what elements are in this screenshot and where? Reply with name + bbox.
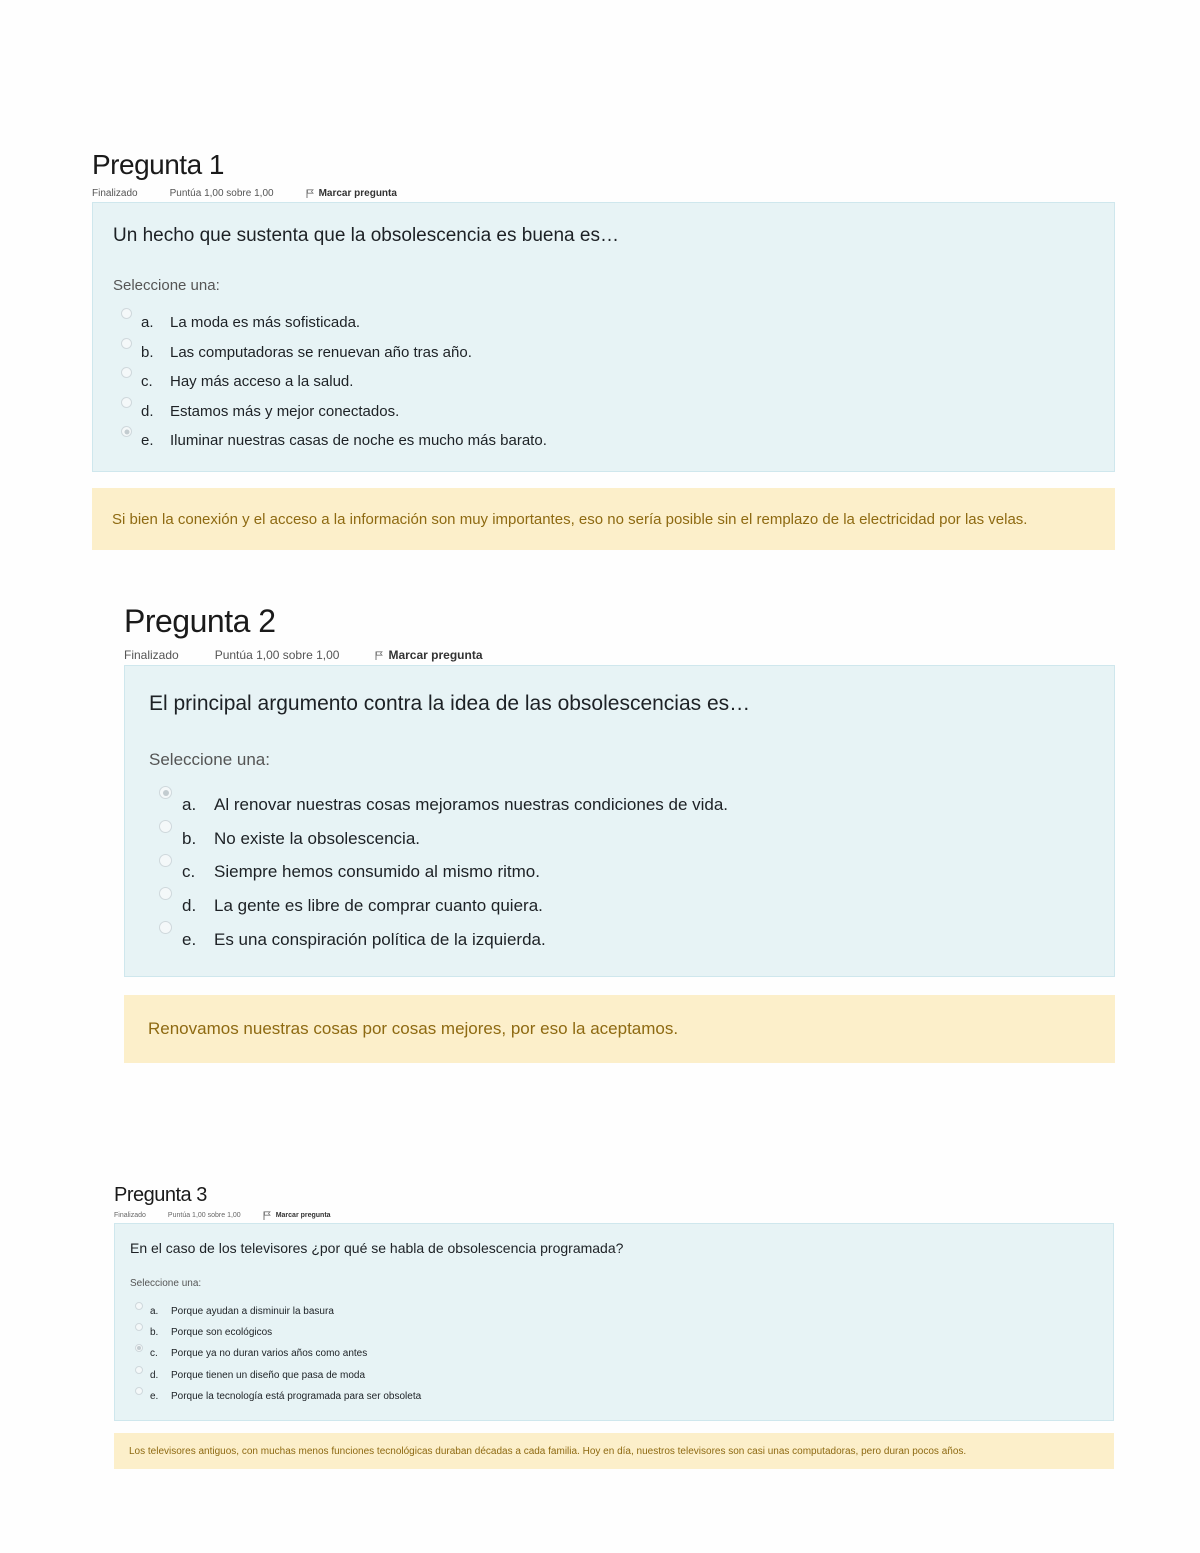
question-title: Pregunta 1 (92, 149, 224, 180)
flag-icon (263, 1211, 271, 1220)
answer-text: La gente es libre de comprar cuanto quiera. (214, 896, 543, 916)
question-text: En el caso de los televisores ¿por qué se habla de obsolescencia programada? (130, 1240, 624, 1256)
radio-button[interactable] (135, 1344, 143, 1352)
answer-letter: b. (182, 828, 197, 848)
answer-option[interactable] (113, 397, 1094, 427)
answer-text: Las computadoras se renuevan año tras año. (170, 343, 472, 361)
answer-prompt: Seleccione una: (149, 750, 270, 769)
question-title: Pregunta 3 (114, 1184, 207, 1206)
flag-question-link[interactable] (375, 648, 482, 662)
answer-text: Porque son ecológicos (171, 1327, 273, 1339)
radio-button[interactable] (121, 338, 132, 349)
flag-icon (306, 189, 314, 198)
answer-option[interactable] (149, 856, 1090, 890)
answer-letter: d. (182, 896, 197, 916)
radio-button[interactable] (121, 308, 132, 319)
answer-letter: d. (141, 402, 154, 420)
radio-button[interactable] (159, 820, 172, 833)
answer-text: No existe la obsolescencia. (214, 828, 421, 848)
answer-letter: b. (150, 1327, 159, 1339)
question-state: Finalizado (92, 187, 138, 199)
answer-letter: c. (150, 1348, 158, 1360)
answer-list (130, 1301, 1098, 1407)
question-title: Pregunta 2 (124, 603, 276, 639)
answer-option[interactable] (130, 1386, 1098, 1407)
answer-option[interactable] (130, 1301, 1098, 1322)
radio-button[interactable] (159, 921, 172, 934)
flag-question-link[interactable] (306, 188, 397, 199)
question-3 (114, 1182, 1114, 1469)
answer-option[interactable] (149, 788, 1090, 822)
answer-option[interactable] (113, 308, 1094, 338)
radio-button[interactable] (121, 397, 132, 408)
answer-option[interactable] (149, 889, 1090, 923)
answer-text: Porque la tecnología está programada para ser obsoleta (171, 1390, 422, 1402)
answer-letter: b. (141, 343, 154, 361)
radio-button[interactable] (135, 1323, 143, 1331)
feedback-box (92, 488, 1115, 550)
question-2 (124, 600, 1115, 1063)
answer-option[interactable] (149, 822, 1090, 856)
radio-button[interactable] (159, 786, 172, 799)
answer-option[interactable] (130, 1322, 1098, 1343)
question-grade: Puntúa 1,00 sobre 1,00 (167, 1211, 241, 1219)
answer-option[interactable] (130, 1365, 1098, 1386)
answer-text: Es una conspiración política de la izquierda. (214, 930, 546, 950)
radio-button[interactable] (159, 887, 172, 900)
question-grade: Puntúa 1,00 sobre 1,00 (214, 648, 340, 662)
answer-letter: a. (182, 794, 197, 814)
question-text: Un hecho que sustenta que la obsolescencia es buena es… (113, 225, 619, 246)
radio-button[interactable] (135, 1366, 143, 1374)
question-1 (92, 148, 1115, 550)
answer-letter: e. (141, 432, 154, 450)
answer-letter: a. (150, 1306, 159, 1318)
answer-list (149, 788, 1090, 957)
answer-letter: c. (182, 862, 196, 882)
answer-text: La moda es más sofisticada. (170, 314, 361, 332)
answer-option[interactable] (113, 426, 1094, 456)
answer-text: Iluminar nuestras casas de noche es mucho más barato. (170, 432, 547, 450)
answer-prompt: Seleccione una: (113, 277, 220, 294)
feedback-text: Si bien la conexión y el acceso a la información son muy importantes, eso no sería posible sin el remplazo de la electricidad por las velas. (112, 510, 1028, 528)
answer-letter: d. (150, 1369, 159, 1381)
feedback-box (124, 995, 1115, 1063)
answer-text: Siempre hemos consumido al mismo ritmo. (214, 862, 540, 882)
answer-text: Porque ayudan a disminuir la basura (171, 1306, 334, 1318)
question-info (92, 186, 1115, 200)
radio-button[interactable] (121, 426, 132, 437)
answer-letter: c. (141, 373, 153, 391)
flag-label: Marcar pregunta (275, 1211, 331, 1219)
radio-button[interactable] (135, 1302, 143, 1310)
answer-option[interactable] (113, 338, 1094, 368)
answer-prompt: Seleccione una: (130, 1278, 202, 1289)
answer-text: Porque ya no duran varios años como antes (171, 1348, 368, 1360)
answer-option[interactable] (130, 1343, 1098, 1364)
radio-button[interactable] (121, 367, 132, 378)
question-info (124, 647, 1115, 663)
flag-label: Marcar pregunta (318, 187, 397, 199)
flag-icon (375, 651, 383, 660)
question-content (124, 665, 1115, 977)
question-state: Finalizado (124, 648, 179, 662)
question-info (114, 1210, 1114, 1220)
flag-question-link[interactable] (263, 1211, 331, 1220)
answer-list (113, 308, 1094, 456)
answer-letter: e. (182, 930, 197, 950)
question-content (114, 1223, 1114, 1421)
answer-text: Hay más acceso a la salud. (170, 373, 354, 391)
answer-letter: a. (141, 314, 154, 332)
radio-button[interactable] (159, 854, 172, 867)
question-grade: Puntúa 1,00 sobre 1,00 (169, 187, 274, 199)
answer-option[interactable] (149, 923, 1090, 957)
question-content (92, 202, 1115, 472)
flag-label: Marcar pregunta (388, 648, 483, 662)
feedback-text: Los televisores antiguos, con muchas menos funciones tecnológicas duraban décadas a cada familia. Hoy en día, nuestros televisores son casi unas computadoras, pero duran pocos años. (129, 1445, 967, 1457)
answer-letter: e. (150, 1390, 159, 1402)
answer-text: Estamos más y mejor conectados. (170, 402, 400, 420)
feedback-text: Renovamos nuestras cosas por cosas mejores, por eso la aceptamos. (148, 1019, 679, 1038)
radio-button[interactable] (135, 1387, 143, 1395)
question-text: El principal argumento contra la idea de las obsolescencias es… (149, 692, 751, 715)
answer-text: Al renovar nuestras cosas mejoramos nuestras condiciones de vida. (214, 794, 729, 814)
answer-option[interactable] (113, 367, 1094, 397)
question-state: Finalizado (114, 1211, 146, 1219)
feedback-box (114, 1433, 1114, 1469)
answer-text: Porque tienen un diseño que pasa de moda (171, 1369, 366, 1381)
